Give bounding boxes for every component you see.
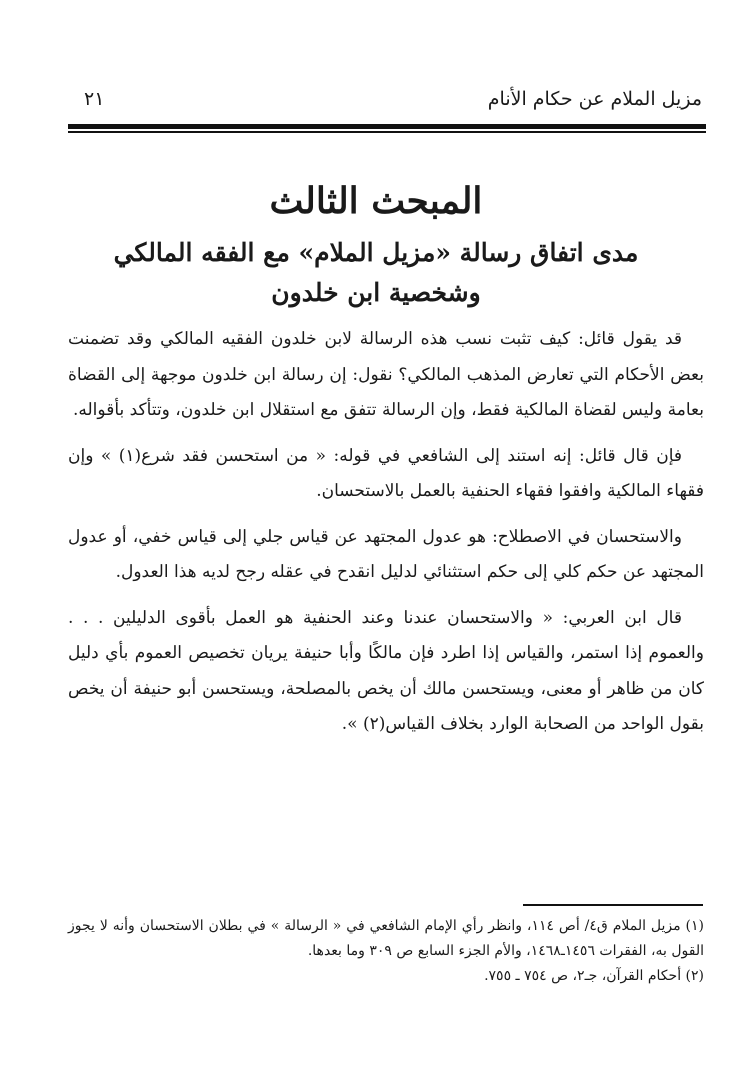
paragraph: قد يقول قائل: كيف تثبت نسب هذه الرسالة لابن خلدون الفقيه المالكي وقد تضمنت بعض الأحكام التي تعارض المذهب المالكي؟ نقول: إن رسالة ابن خلدون موجهة إلى القضاة بعامة وليس لقضاة المالكية فقط، وإن الرسالة تتفق مع استقلال ابن خلدون، وتتأكد بأقواله. [68, 329, 704, 420]
footnotes [68, 914, 704, 989]
footnote-rule [523, 904, 703, 906]
running-header [70, 82, 702, 122]
section-title: المبحث الثالث [269, 180, 483, 222]
section-subtitle-line1: مدى اتفاق رسالة «مزيل الملام» مع الفقه المالكي [113, 238, 639, 267]
book-title: مزيل الملام عن حكام الأنام [487, 88, 702, 110]
paragraph: والاستحسان في الاصطلاح: هو عدول المجتهد عن قياس جلي إلى قياس خفي، أو عدول المجتهد عن حكم كلي إلى حكم استثنائي لدليل انقدح في عقله رجح لديه هذا العدول. [68, 526, 704, 582]
header-rule-thick [68, 124, 706, 129]
section-subtitle-line2: وشخصية ابن خلدون [271, 278, 481, 307]
footnote: (٢) أحكام القرآن، جـ٢، ص ٧٥٤ ـ ٧٥٥. [484, 968, 704, 984]
footnote: (١) مزيل الملام ق٤/ أص ١١٤، وانظر رأي الإمام الشافعي في « الرسالة » في بطلان الاستحسان وأنه لا يجوز القول به، الفقرات ١٤٥٦ـ١٤٦٨، والأم الجزء السابع ص ٣٠٩ وما بعدها. [68, 918, 704, 959]
paragraph: قال ابن العربي: « والاستحسان عندنا وعند الحنفية هو العمل بأقوى الدليلين . . . والعموم إذا استمر، والقياس إذا اطرد فإن مالكًا وأبا حنيفة يريان تخصيص العموم بأي دليل كان من ظاهر أو معنى، ويستحسن مالك أن يخص بالمصلحة، ويستحسن أبو حنيفة أن يخص بقول الواحد من الصحابة الوارد بخلاف القياس(٢) ». [68, 607, 704, 734]
body-text [68, 322, 704, 753]
paragraph: فإن قال قائل: إنه استند إلى الشافعي في قوله: « من استحسن فقد شرع(١) » وإن فقهاء المالكية وافقوا فقهاء الحنفية بالعمل بالاستحسان. [68, 445, 704, 501]
header-rule-thin [68, 131, 706, 133]
page-number: ٢١ [84, 88, 105, 110]
